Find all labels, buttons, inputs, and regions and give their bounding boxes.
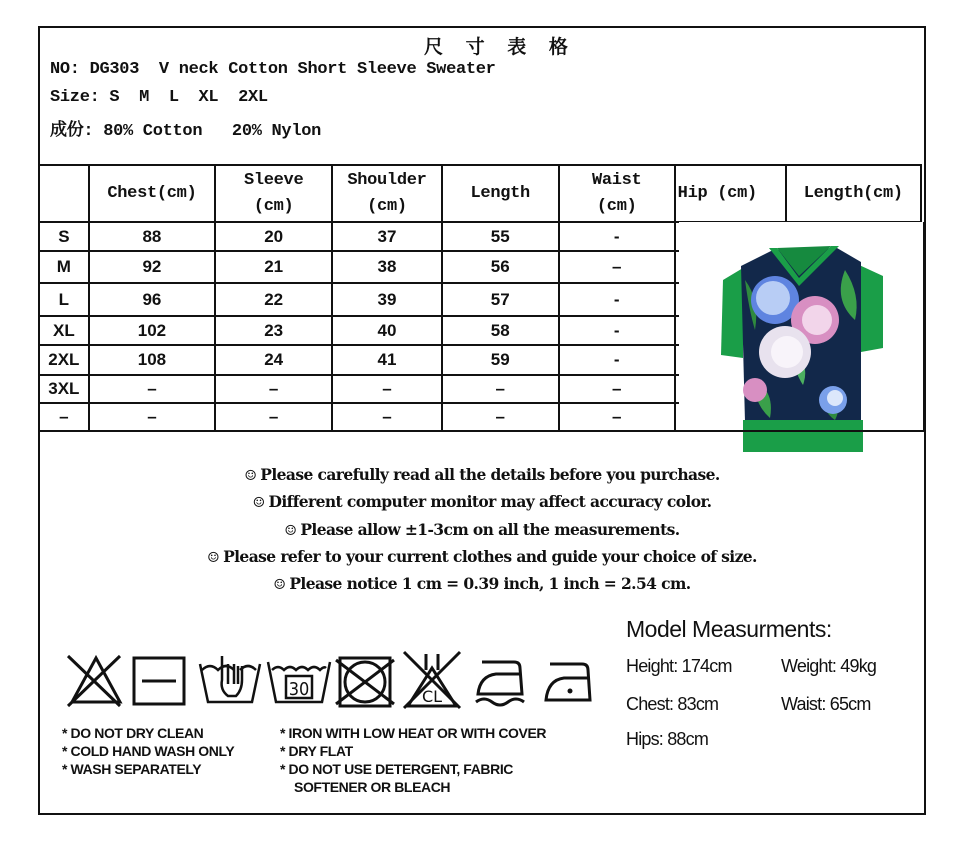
shoulder-cell: 37 xyxy=(332,222,442,251)
chest-cell: – xyxy=(89,403,215,431)
shoulder-cell: – xyxy=(332,403,442,431)
hand-wash-icon xyxy=(198,650,266,710)
chest-cell: 108 xyxy=(89,345,215,375)
waist-cell: - xyxy=(559,222,675,251)
do-not-dry-clean-icon xyxy=(62,650,130,710)
length-cell: 56 xyxy=(442,251,559,283)
product-header xyxy=(40,28,924,165)
model-measurements xyxy=(626,616,877,749)
size-cell: S xyxy=(39,222,89,251)
length-cell: 59 xyxy=(442,345,559,375)
size-cell: XL xyxy=(39,316,89,345)
smiley-icon: ☺ xyxy=(273,577,286,594)
model-weight: Weight: 49kg xyxy=(781,656,877,676)
iron-low-heat-cover-icon xyxy=(470,650,538,710)
smiley-icon: ☺ xyxy=(244,468,257,484)
waist-cell: – xyxy=(559,375,675,403)
do-not-bleach-icon xyxy=(402,650,470,710)
header-size-cell xyxy=(39,165,89,222)
shoulder-cell: 41 xyxy=(332,345,442,375)
chest-cell: – xyxy=(89,375,215,403)
care-symbols xyxy=(62,650,606,710)
length-cell: – xyxy=(442,403,559,431)
svg-text:CL: CL xyxy=(421,687,443,706)
size-chart-frame xyxy=(38,26,926,815)
notice-item: ☺ Please notice 1 cm = 0.39 inch, 1 inch = 2.54 cm. xyxy=(273,574,691,594)
length-cell: – xyxy=(442,375,559,403)
notice-item: ☺ Please carefully read all the details before you purchase. xyxy=(244,465,720,484)
care-line: * DO NOT DRY CLEAN xyxy=(62,725,204,741)
shoulder-cell: 40 xyxy=(332,316,442,345)
header-length: Length xyxy=(442,165,559,222)
waist-cell: - xyxy=(559,283,675,316)
size-cell: 2XL xyxy=(39,345,89,375)
notice-item: ☺ Please refer to your current clothes and guide your choice of size. xyxy=(207,546,757,566)
waist-cell: - xyxy=(559,316,675,345)
do-not-tumble-dry-icon xyxy=(334,650,402,710)
header-hip: Hip (cm) xyxy=(675,165,786,222)
green-floral-v-neck-sweater-photo xyxy=(715,240,885,455)
waist-cell: – xyxy=(559,403,675,431)
model-hips: Hips: 88cm xyxy=(626,729,709,749)
section-divider xyxy=(40,430,924,432)
chest-cell: 92 xyxy=(89,251,215,283)
dry-flat-icon xyxy=(130,650,198,710)
length-cell: 57 xyxy=(442,283,559,316)
chest-cell: 88 xyxy=(89,222,215,251)
care-instructions-left xyxy=(62,724,234,778)
model-chest: Chest: 83cm xyxy=(626,694,719,714)
length-cell: 58 xyxy=(442,316,559,345)
sizes-line: Size: S M L XL 2XL xyxy=(50,88,268,107)
size-cell: L xyxy=(39,283,89,316)
product-number-line: NO: DG303 V neck Cotton Short Sleeve Sweater xyxy=(50,60,496,79)
header-length-cm: Length(cm) xyxy=(786,165,921,222)
care-instructions-right xyxy=(280,724,546,796)
iron-low-heat-icon xyxy=(538,650,606,710)
header-waist: Waist (cm) xyxy=(559,165,675,222)
sleeve-cell: 24 xyxy=(215,345,332,375)
composition-line: 成份: 80% Cotton 20% Nylon xyxy=(50,122,322,141)
shoulder-cell: 38 xyxy=(332,251,442,283)
model-title: Model Measurments: xyxy=(626,616,832,642)
size-cell: – xyxy=(39,403,89,431)
sleeve-cell: – xyxy=(215,375,332,403)
waist-cell: - xyxy=(559,345,675,375)
header-chest: Chest(cm) xyxy=(89,165,215,222)
header-sleeve: Sleeve (cm) xyxy=(215,165,332,222)
shoulder-cell: – xyxy=(332,375,442,403)
care-line: * WASH SEPARATELY xyxy=(62,761,202,777)
sleeve-cell: 20 xyxy=(215,222,332,251)
length-cell: 55 xyxy=(442,222,559,251)
notice-item: ☺ Different computer monitor may affect accuracy color. xyxy=(252,492,712,512)
header-shoulder: Shoulder (cm) xyxy=(332,165,442,222)
size-cell: 3XL xyxy=(39,375,89,403)
chart-title: 尺 寸 表 格 xyxy=(424,36,576,58)
model-waist: Waist: 65cm xyxy=(781,694,871,714)
care-line: * DO NOT USE DETERGENT, FABRIC xyxy=(280,761,514,777)
care-line: * IRON WITH LOW HEAT OR WITH COVER xyxy=(280,725,547,741)
care-line: * DRY FLAT xyxy=(280,743,353,759)
table-header-row xyxy=(39,165,921,222)
chest-cell: 102 xyxy=(89,316,215,345)
smiley-icon: ☺ xyxy=(252,495,265,512)
smiley-icon: ☺ xyxy=(207,549,220,566)
smiley-icon: ☺ xyxy=(284,522,297,539)
care-line: * COLD HAND WASH ONLY xyxy=(62,743,235,759)
svg-text:30: 30 xyxy=(288,679,310,700)
sleeve-cell: 23 xyxy=(215,316,332,345)
size-cell: M xyxy=(39,251,89,283)
notice-list xyxy=(40,461,924,597)
notice-item: ☺ Please allow ±1-3cm on all the measurements. xyxy=(284,519,680,539)
shoulder-cell: 39 xyxy=(332,283,442,316)
sleeve-cell: 21 xyxy=(215,251,332,283)
care-line: SOFTENER OR BLEACH xyxy=(294,779,451,795)
waist-cell: – xyxy=(559,251,675,283)
chest-cell: 96 xyxy=(89,283,215,316)
wash-30-icon xyxy=(266,650,334,710)
sleeve-cell: 22 xyxy=(215,283,332,316)
model-height: Height: 174cm xyxy=(626,656,732,676)
sleeve-cell: – xyxy=(215,403,332,431)
